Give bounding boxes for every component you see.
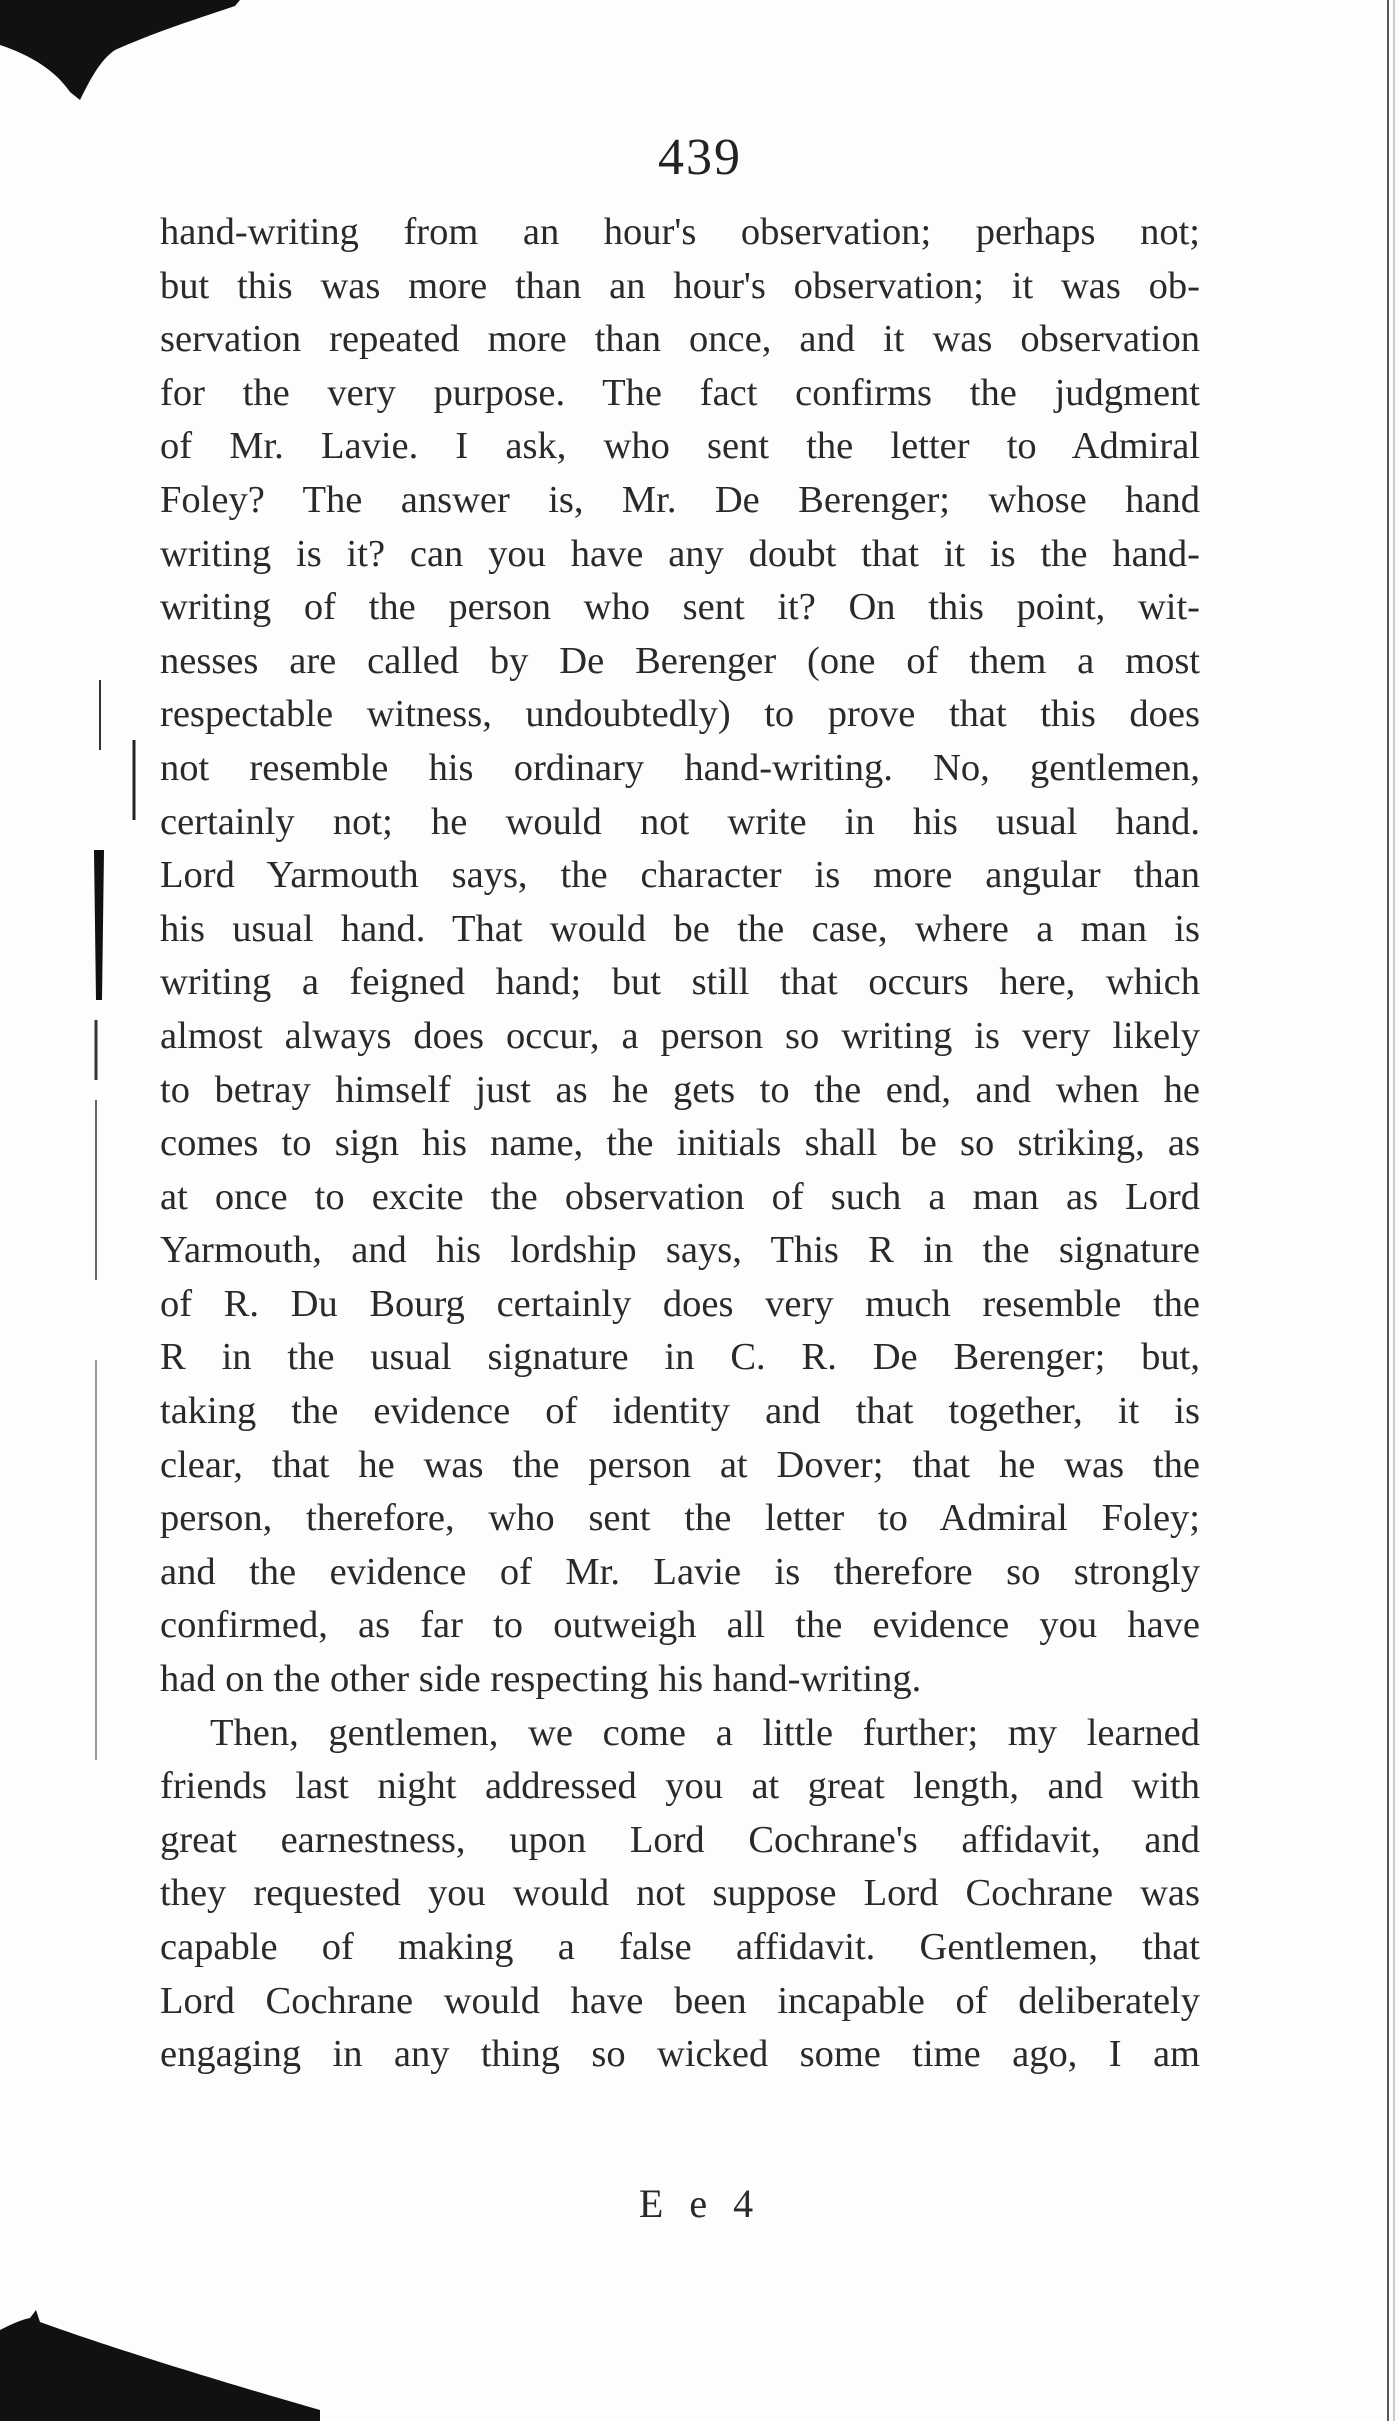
- text-line: nesses are called by De Berenger (one of them a most: [160, 639, 1200, 682]
- text-line: Then, gentlemen, we come a little further; my learned: [210, 1711, 1200, 1754]
- text-line: of Mr. Lavie. I ask, who sent the letter to Admiral: [160, 425, 1200, 468]
- text-line: writing of the person who sent it? On this point, wit-: [160, 586, 1200, 629]
- text-line: taking the evidence of identity and that together, it is: [160, 1390, 1200, 1433]
- text-line: Lord Yarmouth says, the character is more angular than: [160, 854, 1200, 897]
- text-line: engaging in any thing so wicked some time ago, I am: [160, 2033, 1200, 2076]
- text-line: for the very purpose. The fact confirms the judgment: [160, 371, 1200, 414]
- page-corner-shadow-bottom: [0, 2270, 320, 2421]
- body-text: [160, 206, 1200, 2082]
- paragraph-1: [160, 206, 1200, 1707]
- text-line: and the evidence of Mr. Lavie is therefore so strongly: [160, 1550, 1200, 1593]
- text-line: writing a feigned hand; but still that occurs here, which: [160, 961, 1200, 1004]
- printer-signature-mark: E e 4: [638, 2181, 762, 2226]
- text-line: clear, that he was the person at Dover; that he was the: [160, 1443, 1200, 1486]
- text-line: Lord Cochrane would have been incapable of deliberately: [160, 1979, 1200, 2022]
- text-line: writing is it? can you have any doubt that it is the hand-: [160, 532, 1200, 575]
- text-line: had on the other side respecting his hand-writing.: [160, 1658, 922, 1701]
- page-number: 439: [658, 129, 742, 186]
- text-line: confirmed, as far to outweigh all the evidence you have: [160, 1604, 1200, 1647]
- text-line: capable of making a false affidavit. Gentlemen, that: [160, 1926, 1200, 1968]
- text-line: R in the usual signature in C. R. De Berenger; but,: [160, 1336, 1200, 1379]
- text-line: they requested you would not suppose Lord Cochrane was: [160, 1872, 1200, 1915]
- text-line: Foley? The answer is, Mr. De Berenger; whose hand: [160, 478, 1200, 521]
- paragraph-2: [160, 1707, 1200, 2082]
- text-line: but this was more than an hour's observation; it was ob-: [160, 264, 1200, 307]
- text-line: person, therefore, who sent the letter to Admiral Foley;: [160, 1497, 1200, 1540]
- text-line: friends last night addressed you at great length, and with: [160, 1765, 1200, 1808]
- text-line: of R. Du Bourg certainly does very much resemble the: [160, 1282, 1200, 1325]
- page-edge-line: [1370, 0, 1400, 2421]
- text-line: servation repeated more than once, and it was observation: [160, 318, 1200, 361]
- text-line: to betray himself just as he gets to the end, and when he: [160, 1068, 1200, 1111]
- text-line: respectable witness, undoubtedly) to prove that this does: [160, 693, 1200, 736]
- text-line: almost always does occur, a person so writing is very likely: [160, 1014, 1200, 1057]
- text-line: not resemble his ordinary hand-writing. No, gentlemen,: [160, 746, 1200, 789]
- text-line: Yarmouth, and his lordship says, This R in the signature: [160, 1229, 1200, 1272]
- text-line: at once to excite the observation of such a man as Lord: [160, 1175, 1200, 1218]
- text-line: his usual hand. That would be the case, where a man is: [160, 907, 1200, 950]
- margin-bleed-marks: [60, 660, 160, 1800]
- text-line: hand-writing from an hour's observation; perhaps not;: [160, 211, 1200, 253]
- text-line: certainly not; he would not write in his usual hand.: [160, 800, 1200, 843]
- text-line: comes to sign his name, the initials shall be so striking, as: [160, 1122, 1200, 1165]
- page-corner-shadow-top: [0, 0, 240, 110]
- text-line: great earnestness, upon Lord Cochrane's affidavit, and: [160, 1818, 1200, 1861]
